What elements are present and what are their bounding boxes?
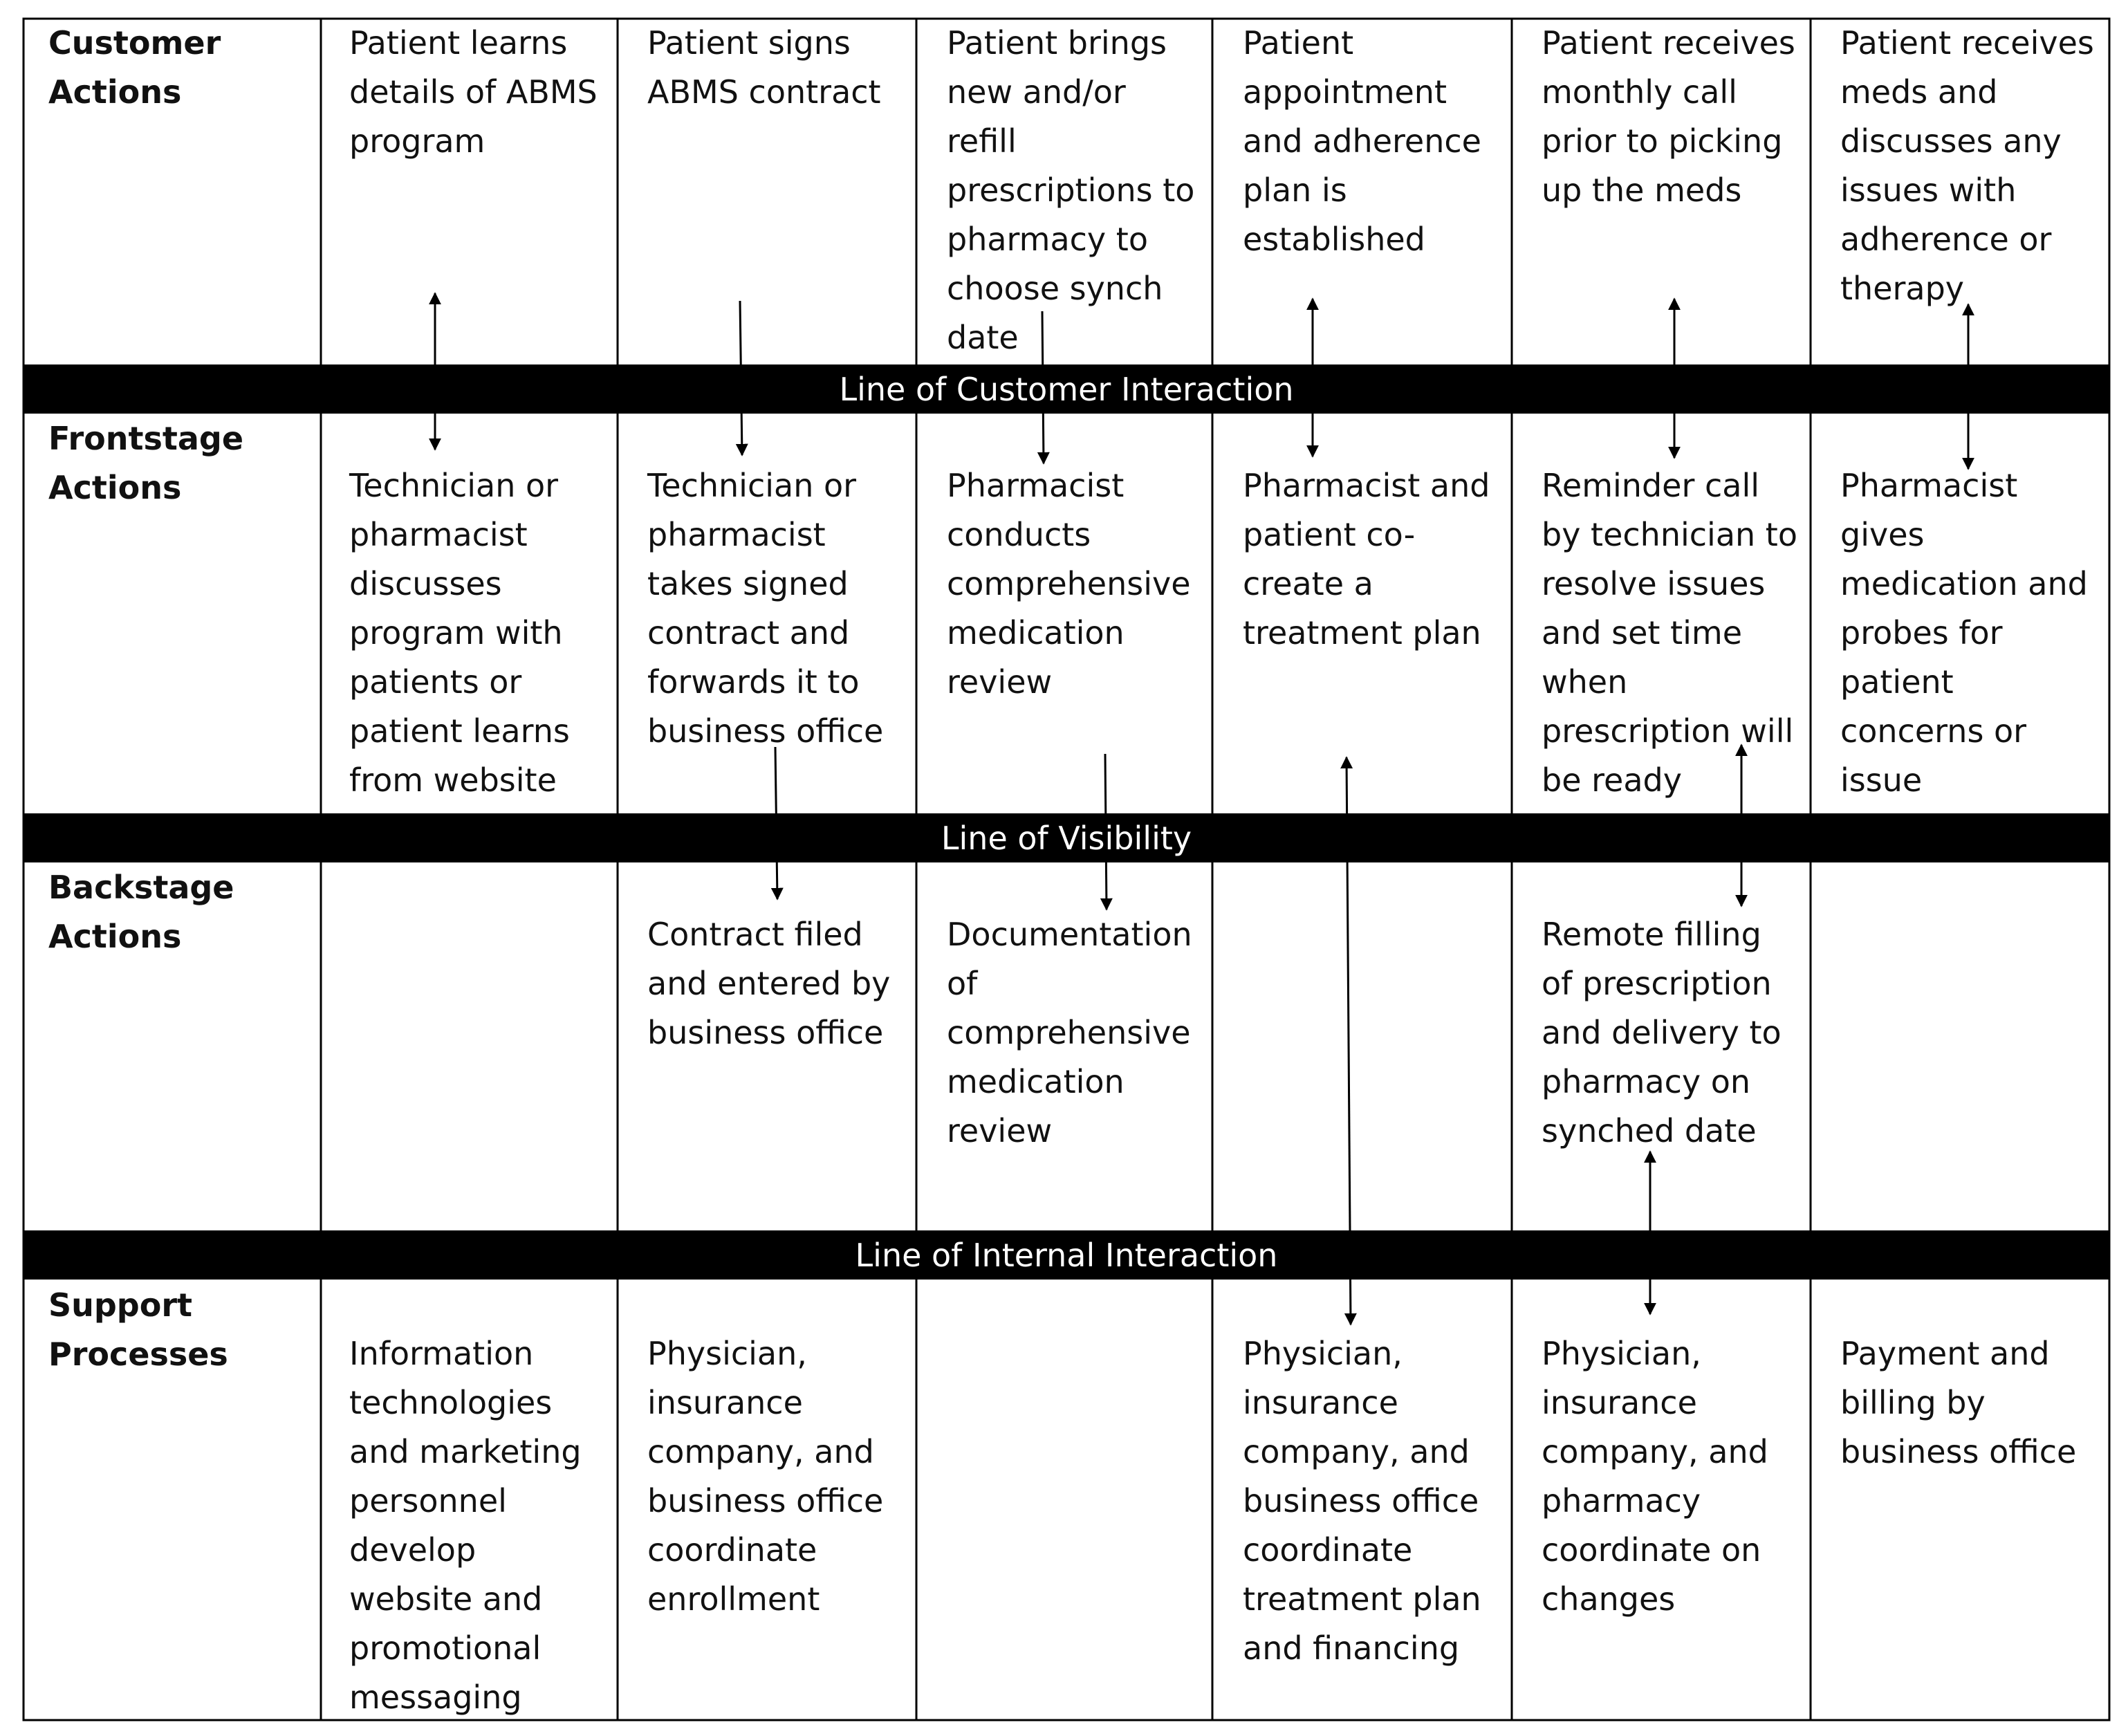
support-process-cell: Payment and billing by business office [1840, 1335, 2077, 1470]
frontstage-action-cell: Pharmacist and patient co- create a treatment plan [1243, 467, 1490, 652]
customer-action-cell: Patient brings new and/or refill prescriptions to pharmacy to choose synch date [947, 24, 1195, 356]
customer-action-cell: Patient receives monthly call prior to picking up the meds [1542, 24, 1795, 209]
frontstage-action-cell: Technician or pharmacist takes signed contract and forwards it to business office [647, 467, 884, 750]
customer-action-cell: Patient signs ABMS contract [647, 24, 881, 111]
backstage-action-cell: Remote filling of prescription and delivery to pharmacy on synched date [1542, 916, 1782, 1149]
row-label-customer-actions: Customer Actions [48, 24, 221, 111]
support-process-cell: Physician, insurance company, and business office coordinate enrollment [647, 1335, 884, 1618]
row-label-support-processes: Support Processes [48, 1286, 228, 1373]
frontstage-action-cell: Reminder call by technician to resolve issues and set time when prescription will be ready [1542, 467, 1797, 799]
customer-action-cell: Patient receives meds and discusses any issues with adherence or therapy [1840, 24, 2094, 307]
support-process-cell: Physician, insurance company, and business office coordinate treatment plan and financing [1243, 1335, 1481, 1667]
support-process-cell: Physician, insurance company, and pharmacy coordinate on changes [1542, 1335, 1768, 1618]
backstage-action-cell: Documentation of comprehensive medication review [947, 916, 1192, 1149]
support-process-cell: Information technologies and marketing personnel develop website and promotional messaging [349, 1335, 582, 1716]
line-of-visibility: Line of Visibility [24, 813, 2109, 862]
line-of-customer-interaction: Line of Customer Interaction [24, 364, 2109, 414]
customer-action-cell: Patient learns details of ABMS program [349, 24, 598, 160]
frontstage-action-cell: Pharmacist conducts comprehensive medication review [947, 467, 1191, 701]
row-label-backstage-actions: Backstage Actions [48, 869, 234, 955]
frontstage-action-cell: Technician or pharmacist discusses program with patients or patient learns from website [349, 467, 570, 799]
customer-action-cell: Patient appointment and adherence plan is established [1243, 24, 1481, 258]
row-label-frontstage-actions: Frontstage Actions [48, 420, 244, 506]
line-of-internal-interaction: Line of Internal Interaction [24, 1230, 2109, 1280]
backstage-action-cell: Contract filed and entered by business office [647, 916, 891, 1051]
frontstage-action-cell: Pharmacist gives medication and probes for patient concerns or issue [1840, 467, 2088, 799]
